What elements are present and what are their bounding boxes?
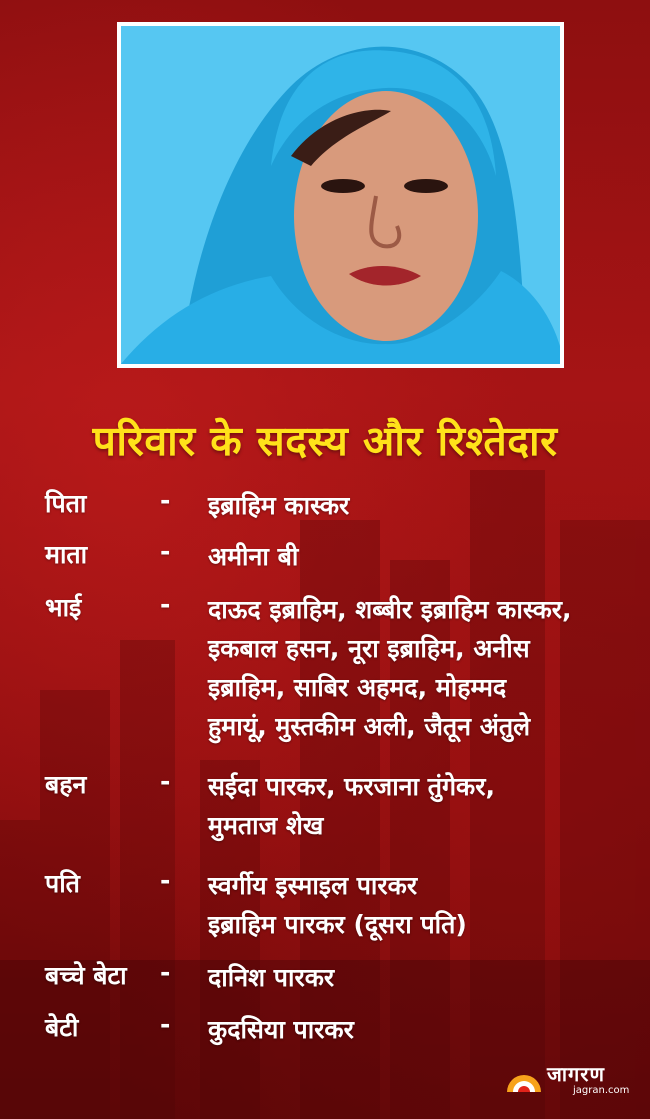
member-dash: - xyxy=(160,767,171,796)
sun-rays-icon xyxy=(503,1068,545,1092)
member-name-line: इब्राहिम, साबिर अहमद, मोहम्मद xyxy=(208,673,507,702)
member-names xyxy=(208,590,633,746)
member-name-line: दानिश पारकर xyxy=(208,963,335,992)
member-name-line: अमीना बी xyxy=(208,542,299,571)
member-name-line: सईदा पारकर, फरजाना तुंगेकर, xyxy=(208,772,495,801)
member-names xyxy=(208,958,633,997)
member-name-line: कुदसिया पारकर xyxy=(208,1015,354,1044)
member-names xyxy=(208,537,633,576)
member-names xyxy=(208,866,633,944)
member-label: पति xyxy=(45,869,80,898)
member-label: भाई xyxy=(45,593,82,622)
member-names xyxy=(208,1010,633,1049)
member-name-line: इकबाल हसन, नूरा इब्राहिम, अनीस xyxy=(208,634,530,663)
member-dash: - xyxy=(160,590,171,619)
member-name-line: हुमायूं, मुस्तकीम अली, जैतून अंतुले xyxy=(208,712,531,741)
logo-wordmark: जागरण xyxy=(547,1062,605,1086)
page-title: परिवार के सदस्य और रिश्तेदार xyxy=(92,417,558,465)
member-dash: - xyxy=(160,866,171,895)
member-dash: - xyxy=(160,486,171,515)
member-name-line: इब्राहिम पारकर (दूसरा पति) xyxy=(208,910,467,939)
logo-url: jagran.com xyxy=(573,1085,630,1096)
member-dash: - xyxy=(160,1010,171,1039)
member-name-line: दाऊद इब्राहिम, शब्बीर इब्राहिम कास्कर, xyxy=(208,595,572,624)
member-label: माता xyxy=(45,540,88,569)
member-label: बहन xyxy=(45,770,87,799)
portrait-photo xyxy=(117,22,564,368)
member-label: बेटी xyxy=(45,1013,79,1042)
member-names xyxy=(208,486,633,525)
member-label: बच्चे बेटा xyxy=(45,961,127,990)
member-label: पिता xyxy=(45,489,87,518)
member-names xyxy=(208,767,633,845)
jagran-logo xyxy=(503,1060,643,1110)
member-name-line: मुमताज शेख xyxy=(208,811,324,840)
member-name-line: इब्राहिम कास्कर xyxy=(208,491,350,520)
member-name-line: स्वर्गीय इस्माइल पारकर xyxy=(208,871,418,900)
member-dash: - xyxy=(160,958,171,987)
member-dash: - xyxy=(160,537,171,566)
